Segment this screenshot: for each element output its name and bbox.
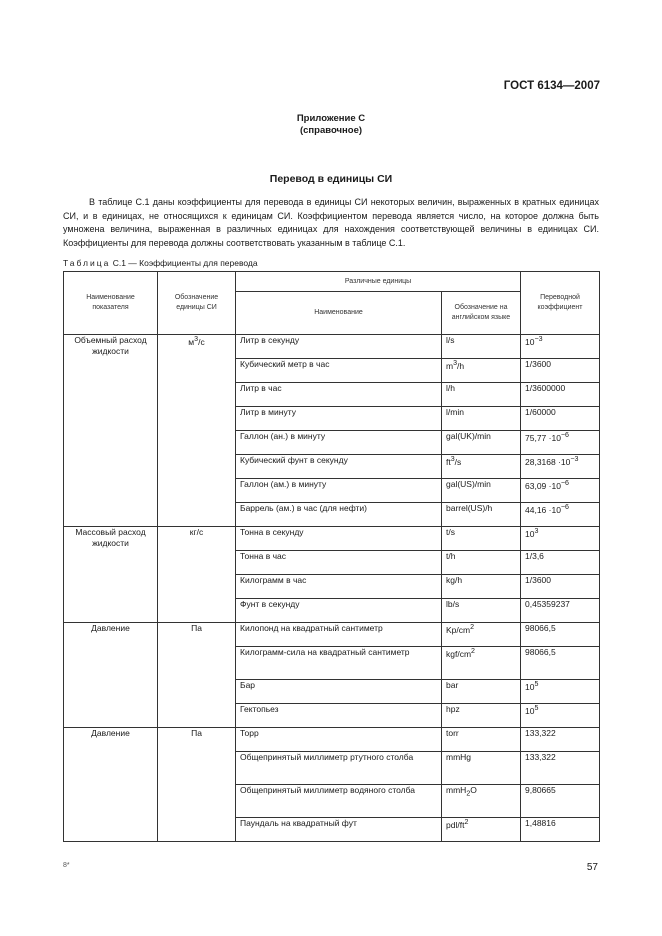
unit-english-symbol — [442, 431, 521, 455]
si-unit-base: м — [188, 336, 195, 347]
conversion-factor — [521, 599, 600, 623]
unit-code-base: gal(US)/min — [446, 479, 491, 489]
conversion-factor — [521, 335, 600, 359]
conversion-factor — [521, 752, 600, 785]
unit-name: Галлон (ам.) в минуту — [236, 479, 442, 503]
factor-base: 1/60000 — [525, 407, 556, 417]
factor-exponent: 3 — [534, 527, 539, 535]
factor-exponent: −6 — [560, 431, 569, 439]
unit-code-base: gal(UK)/min — [446, 431, 491, 441]
unit-name: Кубический метр в час — [236, 359, 442, 383]
si-unit-base: кг/с — [189, 527, 204, 537]
factor-base: 10 — [525, 681, 535, 692]
table-row — [64, 623, 600, 647]
unit-name: Галлон (ан.) в минуту — [236, 431, 442, 455]
factor-base: 133,322 — [525, 752, 556, 762]
factor-base: 28,3168 ·10 — [525, 456, 571, 467]
si-unit-symbol — [158, 335, 236, 527]
unit-code-base: pdl/ft — [446, 819, 465, 830]
conversion-factor — [521, 407, 600, 431]
header-si-symbol: Обозначение единицы СИ — [158, 272, 236, 335]
section-title: Перевод в единицы СИ — [269, 173, 393, 185]
unit-code-tail: O — [470, 785, 477, 795]
unit-english-symbol — [442, 383, 521, 407]
si-unit-tail: /с — [198, 336, 205, 347]
unit-name: Литр в секунду — [236, 335, 442, 359]
factor-base: 133,322 — [525, 728, 556, 738]
factor-base: 44,16 ·10 — [525, 504, 561, 515]
unit-english-symbol — [442, 818, 521, 842]
quantity-name: Давление — [64, 623, 158, 728]
conversion-factor — [521, 728, 600, 752]
conversion-factor — [521, 383, 600, 407]
page-number: 57 — [586, 862, 598, 873]
table-row — [64, 527, 600, 551]
unit-english-symbol — [442, 704, 521, 728]
factor-base: 1/3600000 — [525, 383, 566, 393]
unit-name: Килограмм-сила на квадратный сантиметр — [236, 647, 442, 680]
conversion-factor — [521, 359, 600, 383]
unit-name: Килограмм в час — [236, 575, 442, 599]
factor-base: 10 — [525, 528, 535, 539]
header-conversion-factor: Переводной коэффициент — [521, 272, 600, 335]
unit-name: Тонна в час — [236, 551, 442, 575]
factor-base: 98066,5 — [525, 647, 556, 657]
unit-code-base: barrel(US)/h — [446, 503, 493, 513]
conversion-factor — [521, 551, 600, 575]
conversion-factor — [521, 818, 600, 842]
factor-exponent: −6 — [560, 479, 569, 487]
conversion-factor — [521, 503, 600, 527]
unit-code-tail: /h — [457, 360, 465, 371]
table-caption-label: Таблица — [63, 258, 111, 268]
unit-name: Общепринятый миллиметр водяного столба — [236, 785, 442, 818]
unit-code-base: bar — [446, 680, 459, 690]
unit-code-base: mmH — [446, 785, 467, 795]
conversion-factor — [521, 431, 600, 455]
unit-name: Кубический фунт в секунду — [236, 455, 442, 479]
unit-english-symbol — [442, 503, 521, 527]
unit-english-symbol — [442, 575, 521, 599]
unit-name: Паундаль на квадратный фут — [236, 818, 442, 842]
unit-name: Литр в минуту — [236, 407, 442, 431]
factor-base: 10 — [525, 705, 535, 716]
unit-name: Бар — [236, 680, 442, 704]
quantity-name: Массовый расход жидкости — [64, 527, 158, 623]
unit-name: Килопонд на квадратный сантиметр — [236, 623, 442, 647]
factor-exponent: −3 — [534, 335, 543, 343]
conversion-factor — [521, 647, 600, 680]
table-row — [64, 335, 600, 359]
si-unit-symbol — [158, 623, 236, 728]
conversion-factor — [521, 785, 600, 818]
unit-name: Баррель (ам.) в час (для нефти) — [236, 503, 442, 527]
quantity-name: Объемный расход жидкости — [64, 335, 158, 527]
factor-exponent: 5 — [534, 680, 539, 688]
factor-base: 9,80665 — [525, 785, 556, 795]
table-caption-text: С.1 — Коэффициенты для перевода — [112, 258, 258, 268]
conversion-factor — [521, 680, 600, 704]
unit-code-tail: /s — [454, 456, 462, 467]
factor-exponent: −3 — [570, 455, 579, 463]
unit-english-symbol — [442, 551, 521, 575]
unit-english-symbol — [442, 785, 521, 818]
table-row — [64, 728, 600, 752]
table-caption — [63, 258, 258, 268]
unit-name: Литр в час — [236, 383, 442, 407]
unit-code-base: torr — [446, 728, 459, 738]
intro-paragraph: В таблице С.1 даны коэффициенты для перевода в единицы СИ некоторых величин, выраженных в кратных единицах СИ, и в единицах, не относящихся к единицам СИ. Коэффициентом перевода является число, на которое должна быть умножена величина, выраженная в различных единицах для нахождения соответствующей величины в единицах СИ. Коэффициенты для перевода должны соответствовать указанным в таблице С.1. — [63, 197, 599, 248]
unit-name: Тонна в секунду — [236, 527, 442, 551]
conversion-factor — [521, 527, 600, 551]
conversion-factor — [521, 704, 600, 728]
unit-english-symbol — [442, 752, 521, 785]
unit-name: Гектопьез — [236, 704, 442, 728]
unit-code-superscript: 3 — [450, 455, 455, 463]
factor-base: 1/3600 — [525, 575, 551, 585]
unit-english-symbol — [442, 335, 521, 359]
unit-english-symbol — [442, 527, 521, 551]
unit-english-symbol — [442, 479, 521, 503]
unit-english-symbol — [442, 680, 521, 704]
unit-code-base: hpz — [446, 704, 460, 714]
si-unit-symbol — [158, 728, 236, 842]
factor-base: 75,77 ·10 — [525, 432, 561, 443]
quantity-name: Давление — [64, 728, 158, 842]
factor-exponent: 5 — [534, 704, 539, 712]
unit-code-base: t/h — [446, 551, 456, 561]
unit-english-symbol — [442, 359, 521, 383]
header-unit-english-symbol: Обозначение на английском языке — [442, 292, 521, 335]
unit-code-base: kgf/cm — [446, 648, 472, 659]
unit-code-base: l/s — [446, 335, 455, 345]
unit-code-base: mmHg — [446, 752, 472, 762]
unit-code-superscript: 3 — [453, 359, 458, 367]
unit-name: Общепринятый миллиметр ртутного столба — [236, 752, 442, 785]
header-unit-name: Наименование — [236, 292, 442, 335]
unit-code-base: ft — [446, 456, 451, 467]
conversion-factor — [521, 623, 600, 647]
document-code: ГОСТ 6134—2007 — [503, 80, 600, 92]
unit-code-base: t/s — [446, 527, 455, 537]
factor-base: 1/3600 — [525, 359, 551, 369]
footer-note: 8* — [63, 862, 70, 869]
unit-english-symbol — [442, 647, 521, 680]
unit-code-base: l/h — [446, 383, 455, 393]
si-unit-symbol — [158, 527, 236, 623]
unit-name: Фунт в секунду — [236, 599, 442, 623]
unit-code-superscript: 2 — [470, 623, 475, 631]
factor-base: 10 — [525, 336, 535, 347]
annex-type: (справочное) — [299, 125, 363, 136]
unit-code-base: l/min — [446, 407, 464, 417]
unit-code-base: lb/s — [446, 599, 460, 609]
header-quantity-name: Наименование показателя — [64, 272, 158, 335]
unit-code-superscript: 2 — [471, 647, 475, 655]
annex-title: Приложение С — [296, 113, 366, 124]
unit-english-symbol — [442, 407, 521, 431]
factor-base: 1,48816 — [525, 818, 556, 828]
header-various-units: Различные единицы — [236, 272, 521, 292]
unit-english-symbol — [442, 728, 521, 752]
unit-code-base: m — [446, 360, 454, 371]
factor-exponent: −6 — [560, 503, 569, 511]
factor-base: 0,45359237 — [525, 599, 570, 609]
unit-code-base: Kp/cm — [446, 624, 471, 635]
factor-base: 63,09 ·10 — [525, 480, 561, 491]
unit-code-base: kg/h — [446, 575, 463, 585]
unit-code-superscript: 2 — [464, 818, 469, 826]
unit-code-subscript: 2 — [466, 789, 471, 798]
si-unit-base: Па — [191, 623, 202, 633]
unit-english-symbol — [442, 599, 521, 623]
factor-base: 98066,5 — [525, 623, 556, 633]
conversion-factor — [521, 575, 600, 599]
unit-name: Торр — [236, 728, 442, 752]
conversion-table — [63, 271, 600, 842]
si-unit-superscript: 3 — [194, 335, 199, 343]
conversion-factor — [521, 479, 600, 503]
unit-english-symbol — [442, 623, 521, 647]
conversion-factor — [521, 455, 600, 479]
factor-base: 1/3,6 — [525, 551, 544, 561]
unit-english-symbol — [442, 455, 521, 479]
si-unit-base: Па — [191, 728, 202, 738]
